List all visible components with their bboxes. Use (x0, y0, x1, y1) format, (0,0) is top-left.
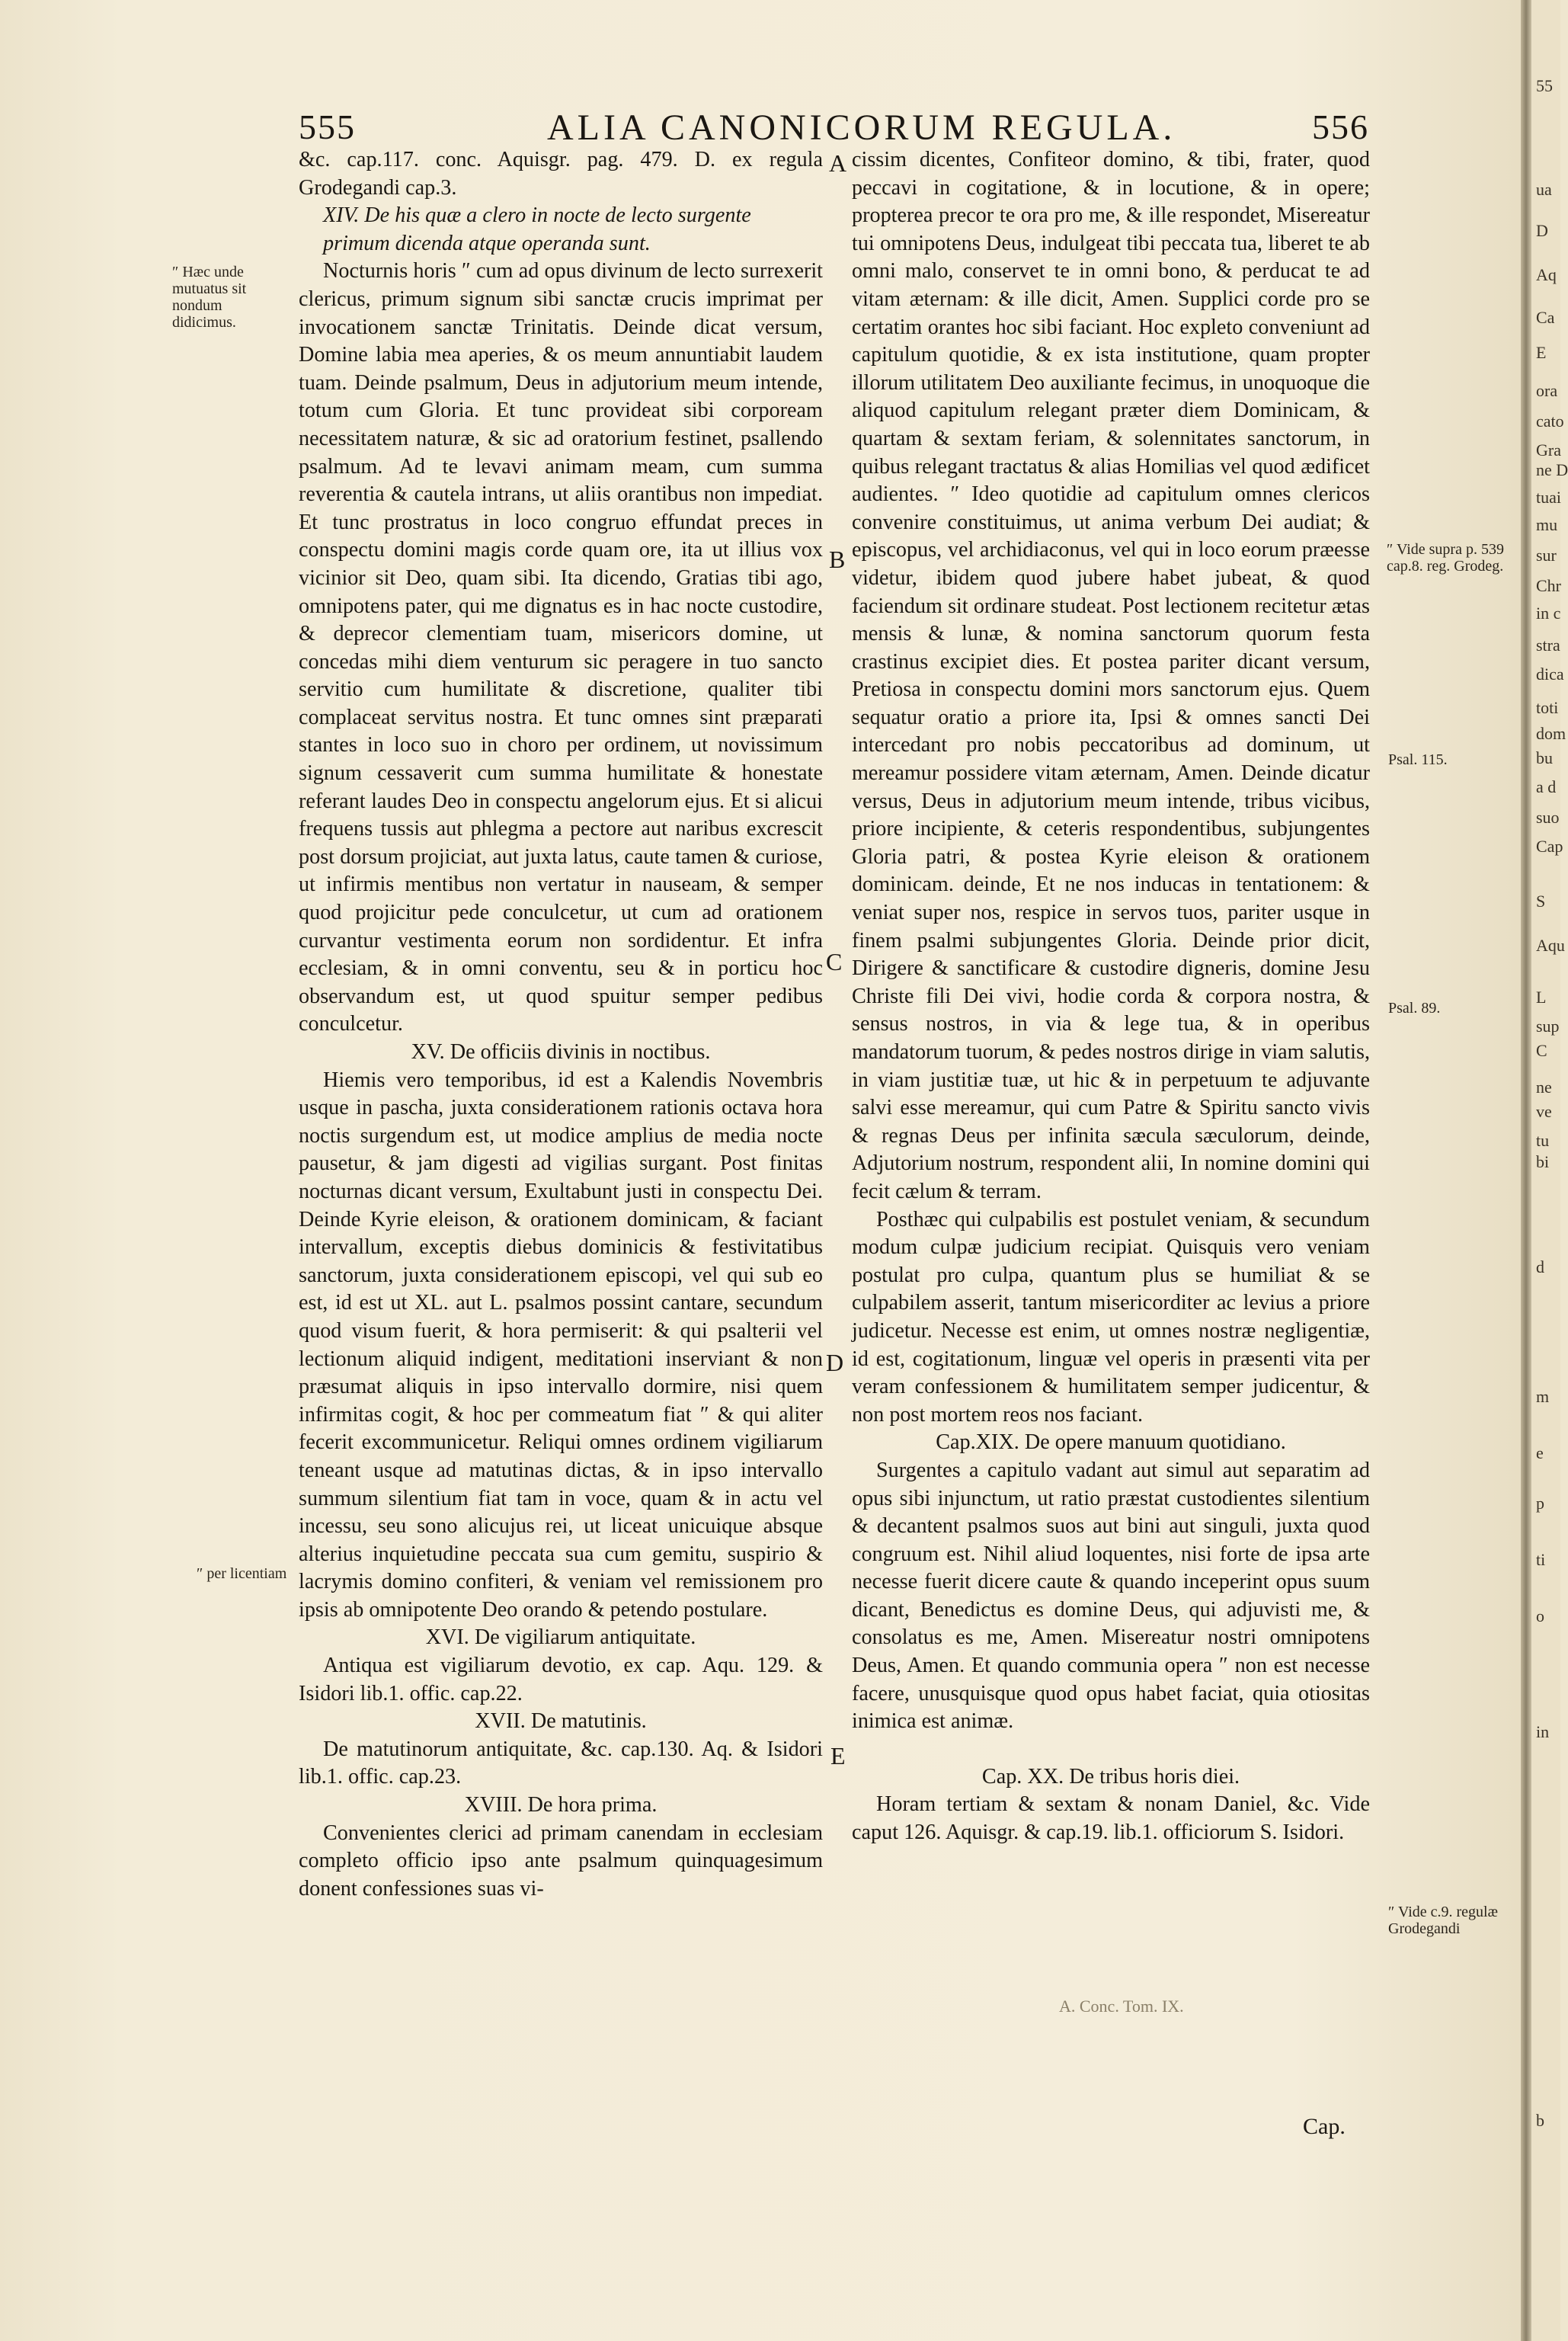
chapter-heading: Cap. XX. De tribus horis diei. (981, 1764, 1240, 1789)
next-page-fragment: Chr (1536, 576, 1561, 595)
chapter-heading: XVIII. De hora prima. (464, 1793, 658, 1817)
next-page-fragment: suo (1536, 808, 1560, 827)
next-page-fragment: Gra (1536, 440, 1561, 460)
next-page-fragment: E (1536, 343, 1547, 362)
section-letter-a: A (829, 149, 847, 177)
paragraph: Nocturnis horis ″ cum ad opus divinum de lecto surrexerit clericus, primum signum sibi sanctæ crucis imprimat per invocationem sanctæ Trinitatis. Deinde dicat versum, Domine labia mea aperies, & os meum annuntiabit laudem tuam. Deinde psalmum, Deus in adjutorium meum intende, totum cum Gloria. Et tunc provideat sibi corpoream necessitatem naturæ, & sic ad oratorium festinet, psallendo psalmum. Ad te levavi animam meam, cum summa reverentia & cautela intrans, ut aliis orantibus non impediat. Et tunc prostratus in loco congruo effundat preces in conspectu domini magis corde quam ore, ita ut illius vox vicinior sit Deo, quam sibi. Ita dicendo, Gratias tibi ago, omnipotens pater, qui me dignatus es in hac nocte custodire, & deprecor clementiam tuam, misericors domine, ut concedas mihi diem venturum sic peragere in tuo sancto servitio cum humilitate & discretione, qualiter tibi complaceat servitus nostra. Et tunc omnes sint præparati stantes in loco suo in choro per ordinem, ut novissimum signum cessaverit cum summa humilitate & honestate referant laudes Deo in conspectu angelorum ejus. Et si alicui frequens tussis aut phlegma a pectore aut naribus excrescit post dorsum projiciat, aut juxta latus, caute tamen & curiose, ut infirmis mentibus non vertatur in nauseam, & semper quod projicitur pede conculcetur, ut cum ad orationem curvantur vestimenta eorum non sordidentur. Et infra ecclesiam, & in omni conventu, seu & in porticu hoc observandum est, ut quod spuitur semper pedibus conculcetur. (299, 259, 823, 1036)
paragraph: De matutinorum antiquitate, &c. cap.130. Aq. & Isidori lib.1. offic. cap.23. (299, 1737, 823, 1789)
next-page-fragment: D (1536, 221, 1548, 240)
next-page-fragment: S (1536, 892, 1546, 911)
next-page-fragment: cato (1536, 412, 1564, 431)
margin-note-psalm-115: Psal. 115. (1388, 751, 1448, 768)
next-page-fragment: o (1536, 1606, 1544, 1625)
page-number-left: 555 (299, 107, 356, 146)
chapter-heading: XV. De officiis divinis in noctibus. (411, 1040, 711, 1064)
margin-note-grodeg: ″ Vide supra p. 539 cap.8. reg. Grodeg. (1387, 541, 1504, 575)
running-head: ALIA CANONICORUM REGULA. (547, 107, 1176, 148)
right-column (852, 146, 1370, 1847)
next-page-fragment: dom (1536, 724, 1566, 743)
next-page-fragment: C (1536, 1041, 1547, 1060)
next-page-fragment: tu (1536, 1131, 1550, 1150)
paragraph: Surgentes a capitulo vadant aut simul aut separatim ad opus sibi injunctum, ut ratio præstat custodientes silentium & decantent psalmos suos aut bini aut singuli, juxta quod congruum est. Nihil aliud loquentes, nisi forte de ipsa arte necesse fuerit dicere caute & quando inceperint opus suum dicant, Benedictus es domine Deus, qui adjuvisti me, & consolatus es me, Amen. Misereatur nostri omnipotens Deus, Amen. Et quando communia opera ″ non est necesse facere, unusquisque quod opus habet faciat, quia otiositas inimica est animæ. (852, 1458, 1370, 1734)
spacer (852, 1736, 1370, 1763)
next-page-fragment: Cap (1536, 837, 1563, 856)
section-letter-d: D (826, 1349, 844, 1376)
next-page-fragment: ti (1536, 1550, 1546, 1569)
next-page-fragment: 55 (1536, 76, 1553, 95)
chapter-heading: XIV. De his quæ a clero in nocte de lecto surgente primum dicenda atque operanda sunt. (323, 203, 751, 255)
margin-note-licence: ″ per licentiam (197, 1565, 287, 1582)
margin-note-psalm-89: Psal. 89. (1388, 1000, 1441, 1017)
next-page-fragment: sur (1536, 546, 1557, 565)
paragraph: Posthæc qui culpabilis est postulet veniam, & secundum modum culpæ judicium recipiat. Quisquis vero veniam postulat pro culpa, quantum plus se humiliat & se culpabilem asserit, tantum misericorditer ac levius a priore judicetur. Necesse est enim, ut omnes nostræ negligentiæ, id est, cogitationum, linguæ vel operis in præsenti vita per veram confessionem & humilitatem semper judicentur, & non post mortem reos nos faciant. (852, 1207, 1370, 1427)
next-page-fragment: b (1536, 2111, 1544, 2130)
next-page-fragment: toti (1536, 698, 1559, 717)
left-column (299, 146, 823, 1903)
next-page-fragment: bi (1536, 1152, 1550, 1171)
next-page-fragment: ne D (1536, 460, 1568, 479)
next-page-fragment: Aq (1536, 265, 1557, 284)
next-page-fragment: mu (1536, 515, 1558, 534)
paragraph: Antiqua est vigiliarum devotio, ex cap. Aqu. 129. & Isidori lib.1. offic. cap.22. (299, 1654, 823, 1705)
section-letter-c: C (826, 948, 843, 975)
paragraph-continued: &c. cap.117. conc. Aquisgr. pag. 479. D. ex regula Grodegandi cap.3. (299, 148, 823, 200)
margin-note-regula: ″ Vide c.9. regulæ Grodegandi (1388, 1904, 1498, 1937)
next-page-fragment: ua (1536, 180, 1552, 199)
next-page-fragment: in (1536, 1722, 1550, 1741)
chapter-heading: Cap.XIX. De opere manuum quotidiano. (936, 1430, 1286, 1455)
next-page-fragment: m (1536, 1387, 1550, 1406)
next-page-fragment: p (1536, 1494, 1544, 1513)
next-page-fragment: ne (1536, 1078, 1552, 1097)
paragraph: Horam tertiam & sextam & nonam Daniel, &c. Vide caput 126. Aquisgr. & cap.19. lib.1. officiorum S. Isidori. (852, 1792, 1370, 1845)
next-page-fragment: dica (1536, 665, 1564, 684)
paragraph: Hiemis vero temporibus, id est a Kalendis Novembris usque in pascha, juxta considerationem rationis octava hora noctis surgendum est, ut modice amplius de media nocte pausetur, & jam digesti ad vigilias surgant. Post finitas nocturnas dicant versum, Exultabunt justi in conspectu Dei. Deinde Kyrie eleison, & orationem dominicam, & faciant intervallum, exceptis diebus dominicis & festivitatibus sanctorum, juxta considerationem episcopi, vel qui sub eo est, id est ut XL. aut L. psalmos possint cantare, secundum quod visum fuerit, & hora permiserit: & qui psalterii vel lectionum aliquid indigent, meditationi inserviant & non præsumat aliquis in ipso intervallo dormire, nisi quem infirmitas cogit, & hoc per commeatum fiat ″ & qui aliter fecerit excommunicetur. Reliqui omnes ordinem vigiliarum teneant usque ad matutinas dictas, & in ipso intervallo summum silentium fiat tam in voce, quam & in actu vel incessu, seu sono alicujus rei, ut liceat unicuique absque alterius inquietudine peccata sua cum gemitu, suspirio & lacrymis domino confiteri, & veniam vel remissionem pro ipsis ab omnipotente Deo orando & petendo postulare. (299, 1068, 823, 1622)
signature-mark: A. Conc. Tom. IX. (1059, 1997, 1184, 2016)
next-page-fragment: in c (1536, 604, 1561, 623)
next-page-fragment: stra (1536, 636, 1560, 655)
page-number-right: 556 (1312, 107, 1369, 146)
section-letter-e: E (830, 1742, 846, 1769)
catchword: Cap. (1303, 2114, 1346, 2139)
next-page-fragment: a d (1536, 777, 1557, 796)
next-page-fragment: Ca (1536, 308, 1555, 327)
next-page-fragment: L (1536, 988, 1547, 1007)
next-page-fragment: e (1536, 1443, 1544, 1462)
paragraph: Convenientes clerici ad primam canendam in ecclesiam completo officio ipso ante psalmum quinquagesimum donent confessiones suas vi- (299, 1821, 823, 1901)
margin-note-source: ″ Hæc unde mutuatus sit nondum didicimus. (172, 264, 247, 331)
chapter-heading: XVI. De vigiliarum antiquitate. (425, 1625, 696, 1650)
next-page-fragment: tuai (1536, 488, 1561, 507)
next-page-fragment: bu (1536, 748, 1553, 767)
chapter-heading: XVII. De matutinis. (475, 1709, 647, 1734)
next-page-fragment: d (1536, 1257, 1544, 1276)
section-letter-b: B (829, 546, 846, 573)
book-gutter (1521, 0, 1531, 2341)
next-page-fragment: Aqu (1536, 936, 1565, 955)
next-page-fragment: ve (1536, 1102, 1552, 1121)
next-page-fragment: sup (1536, 1017, 1560, 1036)
next-page-fragment: ora (1536, 381, 1558, 400)
paragraph-continued: cissim dicentes, Confiteor domino, & tibi, frater, quod peccavi in cogitatione, & in locutione, & in opere; propterea precor te ora pro me, & ille respondet, Misereatur tui omnipotens Deus, indulgeat tibi peccata tua, liberet te ab omni malo, conservet te in omni bono, & perducat te ad vitam æternam: & ille dicit, Amen. Supplici corde pro se certatim orantes hoc sibi faciant. Hoc expleto conveniunt ad capitulum quotidie, & ex ista institutione, quam propter illorum utilitatem Deo auxiliante fecimus, in unoquoque die aliquod capitulum relegant præter diem Dominicam, & quartam & sextam feriam, & solennitates sanctorum, in quibus relegant tractatus & alias Homilias vel quod ædificet audientes. ″ Ideo quotidie ad capitulum omnes clericos convenire constituimus, ut anima verbum Dei audiat; & episcopus, vel archidiaconus, vel qui in loco eorum præesse videtur, ibidem quod jubere habet jubeat, & quod faciendum sit ordinare studeat. Post lectionem recitetur ætas mensis & lunæ, & nomina sanctorum quorum festa crastinus excipiet dies. Et postea pariter dicant versum, Pretiosa in conspectu domini mors sanctorum ejus. Quem sequatur oratio a priore ita, Ipsi & omnes sancti Dei intercedant pro nobis peccatoribus ad dominum, ut mereamur possidere vitam æternam, Amen. Deinde dicatur versus, Deus in adjutorium meum intende, tribus vicibus, priore incipiente, & ceteris respondentibus, subjungentes Gloria patri, & postea Kyrie eleison & orationem dominicam. deinde, Et ne nos inducas in tentationem: & veniat super nos, respice in servos tuos, pariter usque in finem psalmi subjungentes Gloria. Deinde prior dicit, Dirigere & sanctificare & custodire digneris, domine Jesu Christe fili Dei vivi, hodie corda & corpora nostra, & sensus nostros, in via & lege tua, & in operibus mandatorum tuorum, & pedes nostros dirige in viam salutis, in viam justitiæ tuæ, ut hic & in perpetuum te adjuvante salvi esse mereamur, qui cum Patre & Spiritu sancto vivis & regnas Deus per infinita sæcula sæculorum, deinde, Adjutorium nostrum, respondent alii, In nomine domini qui fecit cælum & terram. (852, 148, 1370, 1203)
next-page-edge (1531, 0, 1568, 2341)
